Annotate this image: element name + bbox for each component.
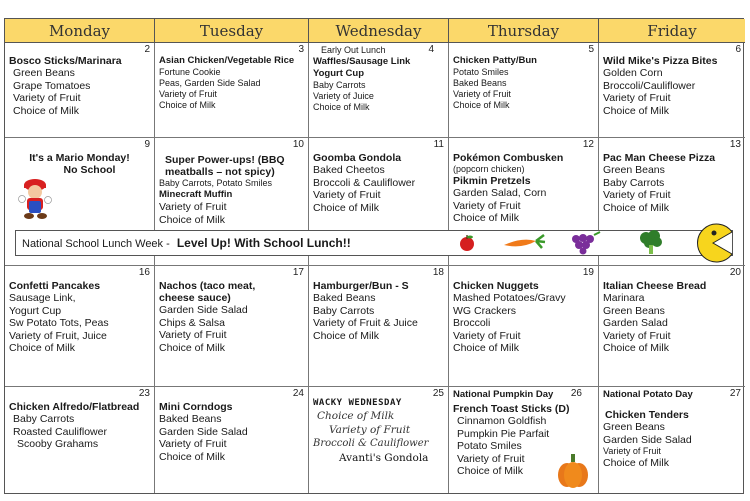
broccoli-icon — [638, 229, 664, 255]
pacman-icon — [692, 223, 734, 263]
side-item: Choice of Milk — [13, 104, 79, 117]
side-item: Sw Potato Tots, Peas — [9, 317, 109, 329]
day-number: 27 — [729, 388, 741, 399]
side-item: Variety of Fruit — [603, 92, 671, 104]
side-item: Choice of Milk — [603, 201, 669, 214]
side-item: Variety of Fruit — [313, 189, 381, 201]
entree: Hamburger/Bun - S — [313, 280, 409, 292]
side-item: Baby Carrots, Potato Smiles — [159, 178, 273, 188]
day-cell-3 — [155, 43, 309, 138]
side-item: Broccoli & Cauliflower — [313, 176, 416, 189]
side-item: Variety of Fruit — [453, 89, 511, 99]
side-item: Potato Smiles — [457, 440, 522, 452]
day-number: 6 — [735, 44, 741, 55]
side-item: Variety of Fruit — [603, 189, 671, 201]
entree: Pac Man Cheese Pizza — [603, 152, 716, 164]
side-item: Potato Smiles — [453, 67, 509, 77]
side-item: Variety of Fruit — [159, 201, 227, 213]
day-number: 12 — [582, 139, 594, 150]
side-item: Baby Carrots — [13, 413, 75, 425]
day-cell-20 — [599, 266, 745, 387]
entree: Confetti Pancakes — [9, 280, 101, 292]
side-item: Grape Tomatoes — [13, 79, 91, 92]
header-friday: Friday — [599, 19, 745, 43]
side-item: Garden Salad — [603, 317, 668, 329]
day-number: 10 — [292, 139, 304, 150]
entree: Wild Mike's Pizza Bites — [603, 55, 718, 67]
side-item: Choice of Milk — [603, 104, 669, 117]
side-item: Broccoli/Cauliflower — [603, 79, 696, 92]
side-item: Baked Cheetos — [313, 164, 385, 176]
side-item: Choice of Milk — [313, 102, 370, 112]
side-item: Variety of Fruit — [159, 329, 227, 341]
side-item: Choice of Milk — [159, 341, 225, 354]
side-item: Green Beans — [603, 304, 665, 317]
side-item: Garden Side Salad — [603, 433, 692, 446]
entree: Mini Corndogs — [159, 401, 233, 413]
day-cell-16 — [5, 266, 155, 387]
day-number: 17 — [292, 267, 304, 278]
note: Early Out Lunch — [321, 45, 386, 55]
side-item: Cinnamon Goldfish — [457, 415, 547, 427]
side-item: Green Beans — [13, 67, 75, 79]
entree: It's a Mario Monday! — [29, 152, 130, 164]
side-item: Broccoli — [453, 317, 491, 329]
day-cell-17 — [155, 266, 309, 387]
side-item: Variety of Fruit & Juice — [313, 317, 418, 329]
entree-2: Pikmin Pretzels — [453, 175, 531, 187]
entree: Chicken Nuggets — [453, 280, 539, 292]
side-item: Choice of Milk — [457, 465, 523, 477]
side-item: Baby Carrots — [313, 304, 375, 317]
side-item: Choice of Milk — [9, 342, 75, 354]
lunch-calendar — [4, 18, 744, 494]
day-number: 25 — [432, 388, 444, 399]
entree: Nachos (taco meat, cheese sauce) — [159, 280, 256, 304]
entree: Chicken Alfredo/Flatbread — [9, 401, 140, 413]
side-item: Variety of Fruit — [13, 92, 81, 104]
lunch-week-banner — [15, 230, 733, 256]
side-item: Green Beans — [603, 421, 665, 433]
side-item: Variety of Fruit — [159, 89, 217, 99]
side-item: Yogurt Cup — [9, 304, 62, 317]
day-number: 18 — [432, 267, 444, 278]
pumpkin-icon — [554, 453, 592, 489]
side-item: Mashed Potatoes/Gravy — [453, 292, 566, 304]
side-item: Choice of Milk — [453, 342, 519, 354]
entree-2: Minecraft Muffin — [159, 189, 233, 200]
day-number: 2 — [144, 44, 150, 55]
entree: Waffles/Sausage Link — [313, 56, 411, 67]
banner-slogan: Level Up! With School Lunch!! — [176, 236, 351, 250]
entree: Chicken Tenders — [605, 409, 689, 421]
entree-2: No School — [63, 164, 116, 176]
side-item: Baked Beans — [313, 292, 376, 304]
side-item: Choice of Milk — [453, 100, 510, 110]
mario-icon — [13, 176, 57, 220]
day-cell-25 — [309, 387, 449, 493]
side-item: Garden Side Salad — [159, 304, 248, 316]
header-tuesday: Tuesday — [155, 19, 309, 43]
day-cell-19 — [449, 266, 599, 387]
side-item: Baked Beans — [453, 78, 507, 88]
side-item: Garden Salad, Corn — [453, 187, 547, 199]
side-item: Variety of Fruit — [329, 424, 411, 436]
side-item: Scooby Grahams — [17, 438, 99, 450]
side-item: Baby Carrots — [313, 80, 366, 90]
entree: Super Power-ups! (BBQ meatballs – not spicy) — [165, 154, 285, 178]
side-item: Avanti's Gondola — [339, 452, 429, 464]
side-item: Choice of Milk — [159, 213, 225, 226]
banner-lead: National School Lunch Week - — [22, 238, 170, 250]
side-item: Choice of Milk — [313, 329, 379, 342]
side-item: Fortune Cookie — [159, 67, 221, 77]
side-item: Sausage Link, — [9, 292, 76, 304]
side-item: Variety of Fruit — [453, 199, 521, 212]
side-item: Choice of Milk — [159, 100, 216, 110]
side-item: Roasted Cauliflower — [13, 425, 107, 438]
side-item: Marinara — [603, 292, 645, 304]
day-number: 4 — [428, 44, 434, 55]
entree: Italian Cheese Bread — [603, 280, 707, 292]
side-item: Choice of Milk — [453, 212, 519, 224]
entree: Pokémon Combusken — [453, 152, 564, 164]
day-number: 9 — [144, 139, 150, 150]
note: National Pumpkin Day — [453, 389, 554, 400]
carrot-icon — [502, 233, 546, 253]
side-item: WG Crackers — [453, 304, 516, 317]
day-cell-23 — [5, 387, 155, 493]
note: (popcorn chicken) — [453, 164, 525, 174]
side-item: Variety of Juice — [313, 91, 374, 101]
entree: Bosco Sticks/Marinara — [9, 55, 122, 67]
side-item: Baked Beans — [159, 413, 222, 425]
side-item: Golden Corn — [603, 67, 663, 79]
day-cell-24 — [155, 387, 309, 493]
day-number: 26 — [570, 388, 582, 399]
day-number: 23 — [138, 388, 150, 399]
side-item: Chips & Salsa — [159, 316, 225, 329]
day-number: 20 — [729, 267, 741, 278]
side-item: Peas, Garden Side Salad — [159, 78, 261, 88]
side-item: Variety of Fruit, Juice — [9, 329, 107, 342]
day-cell-27 — [599, 387, 745, 493]
entree: WACKY WEDNESDAY — [313, 398, 402, 408]
header-thursday: Thursday — [449, 19, 599, 43]
side-item: Choice of Milk — [159, 450, 225, 463]
entree: Goomba Gondola — [313, 152, 402, 164]
side-item: Broccoli & Cauliflower — [313, 438, 429, 449]
grapes-icon — [568, 231, 602, 255]
side-item: Variety of Fruit — [603, 446, 661, 456]
side-item: Garden Side Salad — [159, 425, 248, 438]
header-monday: Monday — [5, 19, 155, 43]
day-number: 19 — [582, 267, 594, 278]
side-item: Choice of Milk — [313, 201, 379, 214]
side-item: Variety of Fruit — [453, 329, 521, 342]
day-number: 5 — [588, 44, 594, 55]
side-item: Choice of Milk — [317, 410, 395, 422]
note: National Potato Day — [603, 389, 693, 400]
side-item: Choice of Milk — [603, 342, 669, 354]
day-number: 16 — [138, 267, 150, 278]
side-item: Variety of Fruit — [457, 452, 525, 465]
apple-icon — [458, 234, 476, 252]
entree-2: Yogurt Cup — [313, 68, 365, 79]
day-cell-18 — [309, 266, 449, 387]
entree: French Toast Sticks (D) — [453, 403, 570, 415]
side-item: Baby Carrots — [603, 176, 665, 189]
day-number: 13 — [729, 139, 741, 150]
day-cell-2 — [5, 43, 155, 138]
side-item: Pumpkin Pie Parfait — [457, 427, 550, 440]
day-number: 3 — [298, 44, 304, 55]
entree: Chicken Patty/Bun — [453, 55, 537, 66]
header-wednesday: Wednesday — [309, 19, 449, 43]
day-number: 24 — [292, 388, 304, 399]
side-item: Variety of Fruit — [603, 329, 671, 342]
day-cell-5 — [449, 43, 599, 138]
side-item: Choice of Milk — [603, 457, 669, 469]
day-number: 11 — [433, 139, 444, 150]
day-cell-26 — [449, 387, 599, 493]
day-cell-6 — [599, 43, 745, 138]
entree: Asian Chicken/Vegetable Rice — [159, 55, 295, 66]
day-cell-4 — [309, 43, 449, 138]
side-item: Green Beans — [603, 164, 665, 176]
side-item: Variety of Fruit — [159, 438, 227, 450]
